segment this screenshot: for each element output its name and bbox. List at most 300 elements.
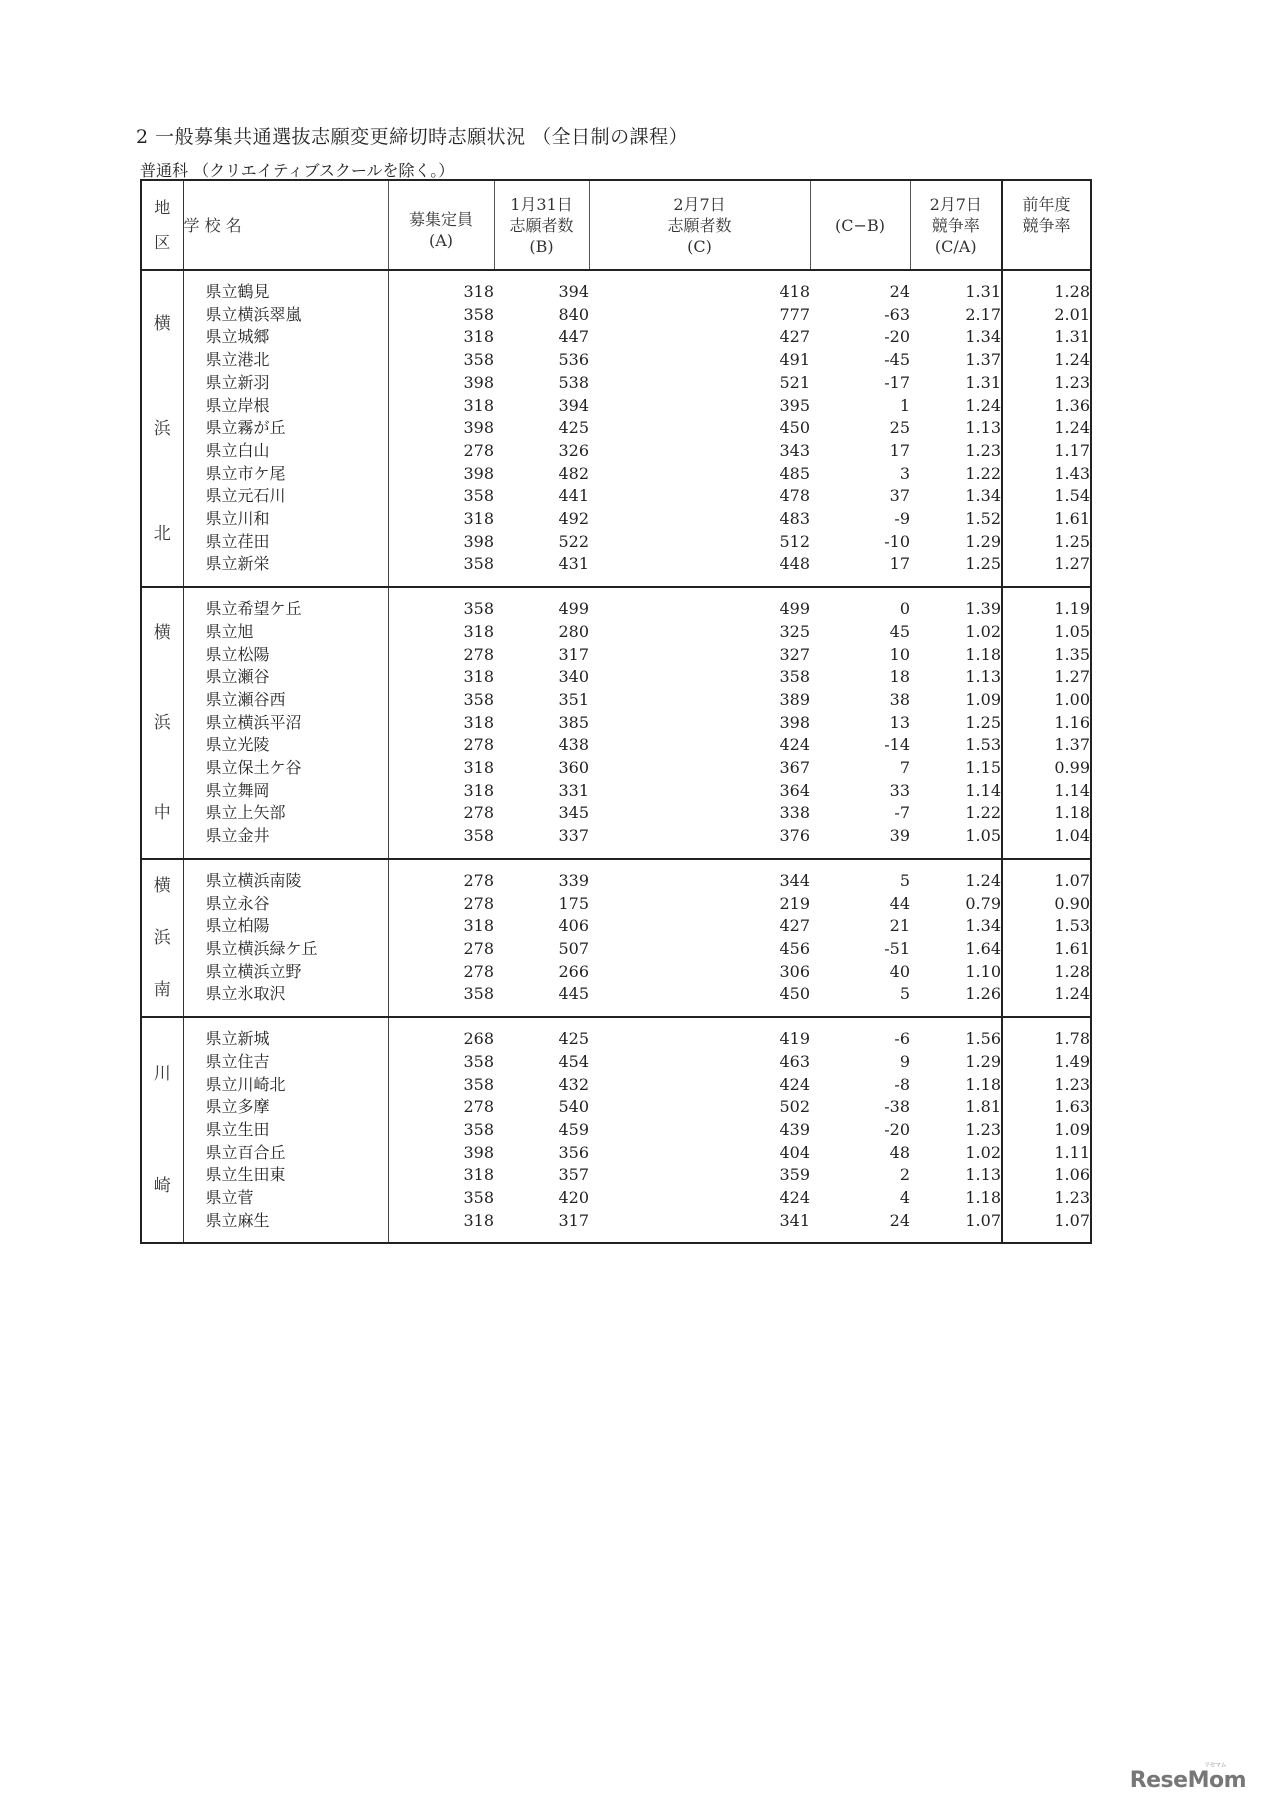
- feb7-rate-value: 1.09: [910, 689, 1002, 712]
- feb7-rate-value: 1.24: [910, 395, 1002, 418]
- table-row: [141, 531, 1091, 554]
- capacity-value: 278: [463, 893, 494, 913]
- feb7-applicants-value: 427: [779, 916, 810, 936]
- feb7-rate-value: 1.13: [910, 417, 1002, 440]
- feb7-applicants-value: 491: [779, 350, 810, 370]
- spacer-cell: [589, 587, 810, 598]
- school-name: 県立多摩: [183, 1096, 388, 1119]
- table-row: [141, 1187, 1091, 1210]
- feb7-rate-value: 1.18: [910, 1187, 1002, 1210]
- capacity-value: 318: [463, 1165, 494, 1185]
- jan31-applicants-value: 438: [558, 735, 589, 755]
- school-name: 県立横浜南陵: [183, 870, 388, 893]
- table-row: [141, 598, 1091, 621]
- prev-year-rate-value: 1.11: [1054, 1142, 1090, 1162]
- prev-year-rate-value: 1.35: [1054, 644, 1090, 664]
- area-group: [141, 1017, 1091, 1243]
- prev-year-rate-value: 1.28: [1054, 961, 1090, 981]
- feb7-applicants-value: 418: [779, 282, 810, 301]
- table-row: [141, 485, 1091, 508]
- prev-year-rate-value: 1.37: [1054, 735, 1090, 755]
- feb7-rate-value: 1.22: [910, 802, 1002, 825]
- area-char: 浜: [153, 927, 171, 948]
- feb7-applicants-value: 404: [779, 1142, 810, 1162]
- difference-value: 45: [889, 621, 910, 641]
- school-name: 県立市ケ尾: [183, 463, 388, 486]
- capacity-value: 318: [463, 712, 494, 732]
- table-row: [141, 734, 1091, 757]
- capacity-value: 398: [463, 372, 494, 392]
- feb7-applicants-value: 512: [779, 531, 810, 551]
- table-header: [141, 180, 1091, 270]
- header-feb7-line-2: 志願者数: [667, 215, 732, 235]
- difference-value: 17: [889, 554, 910, 574]
- table-row: [141, 915, 1091, 938]
- feb7-applicants-value: 398: [779, 712, 810, 732]
- spacer-cell: [183, 587, 388, 598]
- header-school-name: 学 校 名: [183, 215, 242, 235]
- difference-value: 17: [889, 440, 910, 460]
- school-name: 県立生田: [183, 1119, 388, 1142]
- prev-year-rate-value: 1.16: [1054, 712, 1090, 732]
- jan31-applicants-value: 317: [558, 1210, 589, 1230]
- feb7-applicants-value: 306: [779, 961, 810, 981]
- difference-value: 13: [889, 712, 910, 732]
- jan31-applicants-value: 406: [558, 916, 589, 936]
- feb7-applicants-value: 367: [779, 758, 810, 778]
- difference-value: -10: [884, 531, 910, 551]
- school-name: 県立松陽: [183, 644, 388, 667]
- spacer-cell: [183, 576, 388, 587]
- school-name: 県立百合丘: [183, 1142, 388, 1165]
- table-row: [141, 666, 1091, 689]
- jan31-applicants-value: 337: [558, 826, 589, 846]
- spacer-cell: [388, 1232, 494, 1243]
- feb7-rate-value: 1.10: [910, 961, 1002, 984]
- feb7-applicants-value: 499: [779, 599, 810, 619]
- feb7-applicants-value: 521: [779, 372, 810, 392]
- school-name: 県立荏田: [183, 531, 388, 554]
- table-row: [141, 780, 1091, 803]
- spacer-cell: [589, 859, 810, 870]
- jan31-applicants-value: 431: [558, 554, 589, 574]
- feb7-rate-value: 1.18: [910, 1074, 1002, 1097]
- difference-value: 33: [889, 780, 910, 800]
- prev-year-rate-value: 1.24: [1054, 984, 1090, 1004]
- capacity-value: 358: [463, 554, 494, 574]
- school-name: 県立生田東: [183, 1164, 388, 1187]
- table-row: [141, 1051, 1091, 1074]
- capacity-value: 278: [463, 870, 494, 890]
- table-row: [141, 757, 1091, 780]
- table-row: [141, 983, 1091, 1006]
- difference-value: 10: [889, 644, 910, 664]
- difference-value: 2: [899, 1165, 910, 1185]
- header-area: [141, 180, 183, 270]
- prev-year-rate-value: 1.09: [1054, 1119, 1090, 1139]
- difference-value: -20: [884, 327, 910, 347]
- prev-year-rate-value: 1.25: [1054, 531, 1090, 551]
- school-name: 県立希望ケ丘: [183, 598, 388, 621]
- feb7-applicants-value: 424: [779, 1188, 810, 1208]
- feb7-rate-value: 1.22: [910, 463, 1002, 486]
- school-name: 県立柏陽: [183, 915, 388, 938]
- prev-year-rate-value: 1.36: [1054, 395, 1090, 415]
- prev-year-rate-value: 1.14: [1054, 780, 1090, 800]
- area-char: 横: [153, 875, 171, 896]
- jan31-applicants-value: 385: [558, 712, 589, 732]
- table-row: [141, 938, 1091, 961]
- spacer-cell: [589, 1006, 810, 1017]
- prev-year-rate-value: 1.61: [1054, 509, 1090, 529]
- school-name: 県立住吉: [183, 1051, 388, 1074]
- difference-value: 25: [889, 418, 910, 438]
- capacity-value: 358: [463, 689, 494, 709]
- spacer-cell: [810, 1017, 910, 1028]
- header-difference: (C−B): [810, 180, 910, 270]
- school-name: 県立白山: [183, 440, 388, 463]
- difference-value: 9: [899, 1051, 910, 1071]
- spacer-cell: [1002, 1017, 1091, 1028]
- table-row: [141, 508, 1091, 531]
- school-name: 県立新羽: [183, 372, 388, 395]
- capacity-value: 358: [463, 599, 494, 619]
- spacer-cell: [494, 1232, 589, 1243]
- capacity-value: 278: [463, 961, 494, 981]
- prev-year-rate-value: 1.17: [1054, 440, 1090, 460]
- difference-value: 4: [899, 1188, 910, 1208]
- prev-year-rate-value: 1.07: [1054, 1210, 1090, 1230]
- spacer-cell: [388, 1006, 494, 1017]
- table-row: [141, 644, 1091, 667]
- jan31-applicants-value: 445: [558, 984, 589, 1004]
- capacity-value: 318: [463, 395, 494, 415]
- feb7-rate-value: 1.25: [910, 553, 1002, 576]
- difference-value: 44: [889, 893, 910, 913]
- spacer-cell: [494, 848, 589, 859]
- feb7-applicants-value: 424: [779, 1074, 810, 1094]
- difference-value: 39: [889, 826, 910, 846]
- spacer-cell: [810, 1006, 910, 1017]
- capacity-value: 318: [463, 327, 494, 347]
- difference-value: -38: [884, 1097, 910, 1117]
- difference-value: -9: [894, 509, 910, 529]
- table-row: [141, 440, 1091, 463]
- jan31-applicants-value: 536: [558, 350, 589, 370]
- spacer-cell: [810, 1232, 910, 1243]
- prev-year-rate-value: 1.23: [1054, 1188, 1090, 1208]
- spacer-cell: [1002, 1232, 1091, 1243]
- jan31-applicants-value: 331: [558, 780, 589, 800]
- school-name: 県立氷取沢: [183, 983, 388, 1006]
- jan31-applicants-value: 394: [558, 395, 589, 415]
- difference-value: 7: [899, 758, 910, 778]
- capacity-value: 398: [463, 463, 494, 483]
- school-name: 県立上矢部: [183, 802, 388, 825]
- spacer-cell: [589, 1232, 810, 1243]
- feb7-applicants-value: 358: [779, 667, 810, 687]
- feb7-rate-value: 1.34: [910, 485, 1002, 508]
- capacity-value: 318: [463, 780, 494, 800]
- feb7-rate-value: 1.18: [910, 644, 1002, 667]
- area-char: 南: [153, 980, 171, 1001]
- feb7-rate-value: 2.17: [910, 304, 1002, 327]
- jan31-applicants-value: 425: [558, 1029, 589, 1049]
- prev-year-rate-value: 1.18: [1054, 803, 1090, 823]
- spacer-cell: [910, 1017, 1002, 1028]
- spacer-cell: [494, 270, 589, 281]
- spacer-cell: [388, 270, 494, 281]
- header-prev-line-2: 競争率: [1022, 216, 1071, 235]
- school-name: 県立瀬谷: [183, 666, 388, 689]
- table-row: [141, 1210, 1091, 1233]
- jan31-applicants-value: 482: [558, 463, 589, 483]
- feb7-rate-value: 1.25: [910, 712, 1002, 735]
- school-name: 県立川崎北: [183, 1074, 388, 1097]
- feb7-applicants-value: 338: [779, 803, 810, 823]
- area-char: 北: [153, 523, 171, 544]
- header-feb7-rate: [910, 180, 1002, 270]
- table-row: [141, 621, 1091, 644]
- table-row: [141, 802, 1091, 825]
- jan31-applicants-value: 340: [558, 667, 589, 687]
- applicant-status-table: [140, 179, 1092, 1244]
- header-jan31-line-1: 1月31日: [510, 194, 573, 214]
- capacity-value: 358: [463, 350, 494, 370]
- feb7-applicants-value: 502: [779, 1097, 810, 1117]
- school-name: 県立港北: [183, 349, 388, 372]
- spacer-cell: [589, 576, 810, 587]
- capacity-value: 398: [463, 531, 494, 551]
- feb7-applicants-value: 325: [779, 621, 810, 641]
- prev-year-rate-value: 1.00: [1054, 689, 1090, 709]
- header-feb7-line-3: (C): [687, 236, 712, 256]
- feb7-rate-value: 1.53: [910, 734, 1002, 757]
- prev-year-rate-value: 1.05: [1054, 621, 1090, 641]
- spacer-cell: [494, 1006, 589, 1017]
- table-row: [141, 870, 1091, 893]
- feb7-rate-value: 1.81: [910, 1096, 1002, 1119]
- logo-text: ReseMom: [1129, 1768, 1246, 1793]
- table-row: [141, 463, 1091, 486]
- spacer-cell: [183, 859, 388, 870]
- difference-value: 24: [889, 1210, 910, 1230]
- table-row: [141, 1028, 1091, 1051]
- feb7-rate-value: 1.13: [910, 1164, 1002, 1187]
- school-name: 県立城郷: [183, 326, 388, 349]
- spacer-cell: [1002, 848, 1091, 859]
- feb7-applicants-value: 424: [779, 735, 810, 755]
- feb7-rate-value: 1.29: [910, 531, 1002, 554]
- spacer-cell: [388, 576, 494, 587]
- prev-year-rate-value: 1.23: [1054, 1074, 1090, 1094]
- feb7-rate-value: 1.31: [910, 372, 1002, 395]
- capacity-value: 398: [463, 418, 494, 438]
- difference-value: 37: [889, 486, 910, 506]
- jan31-applicants-value: 507: [558, 938, 589, 958]
- jan31-applicants-value: 360: [558, 758, 589, 778]
- area-group: [141, 270, 1091, 587]
- jan31-applicants-value: 357: [558, 1165, 589, 1185]
- school-name: 県立鶴見: [183, 281, 388, 304]
- feb7-rate-value: 1.15: [910, 757, 1002, 780]
- capacity-value: 358: [463, 304, 494, 324]
- feb7-rate-value: 1.31: [910, 281, 1002, 304]
- jan31-applicants-value: 432: [558, 1074, 589, 1094]
- prev-year-rate-value: 1.53: [1054, 916, 1090, 936]
- jan31-applicants-value: 345: [558, 803, 589, 823]
- difference-value: -8: [894, 1074, 910, 1094]
- difference-value: -63: [884, 304, 910, 324]
- prev-year-rate-value: 1.06: [1054, 1165, 1090, 1185]
- area-char: 横: [153, 313, 171, 334]
- jan31-applicants-value: 317: [558, 644, 589, 664]
- header-area-line-1: 地: [154, 198, 171, 217]
- school-name: 県立光陵: [183, 734, 388, 757]
- prev-year-rate-value: 1.43: [1054, 463, 1090, 483]
- difference-value: 38: [889, 689, 910, 709]
- table-row: [141, 893, 1091, 916]
- header-jan31-line-3: (B): [529, 236, 554, 256]
- spacer-cell: [910, 848, 1002, 859]
- table-row: [141, 1142, 1091, 1165]
- school-name: 県立金井: [183, 825, 388, 848]
- prev-year-rate-value: 1.07: [1054, 870, 1090, 890]
- jan31-applicants-value: 356: [558, 1142, 589, 1162]
- jan31-applicants-value: 351: [558, 689, 589, 709]
- jan31-applicants-value: 175: [558, 893, 589, 913]
- feb7-applicants-value: 364: [779, 780, 810, 800]
- capacity-value: 278: [463, 644, 494, 664]
- table-row: [141, 825, 1091, 848]
- school-name: 県立菅: [183, 1187, 388, 1210]
- jan31-applicants-value: 538: [558, 372, 589, 392]
- capacity-value: 318: [463, 758, 494, 778]
- spacer-cell: [589, 1017, 810, 1028]
- difference-value: 48: [889, 1142, 910, 1162]
- feb7-rate-value: 1.02: [910, 621, 1002, 644]
- school-name: 県立新栄: [183, 553, 388, 576]
- feb7-rate-value: 1.05: [910, 825, 1002, 848]
- jan31-applicants-value: 492: [558, 509, 589, 529]
- spacer-cell: [494, 576, 589, 587]
- area-char: 川: [153, 1064, 171, 1085]
- header-capacity-line-2: (A): [428, 231, 454, 250]
- feb7-rate-value: 1.23: [910, 1119, 1002, 1142]
- prev-year-rate-value: 1.63: [1054, 1097, 1090, 1117]
- feb7-rate-value: 1.37: [910, 349, 1002, 372]
- table-row: [141, 712, 1091, 735]
- capacity-value: 278: [463, 735, 494, 755]
- capacity-value: 278: [463, 1097, 494, 1117]
- table-row: [141, 281, 1091, 304]
- area-char: 崎: [153, 1176, 171, 1197]
- header-jan31-line-2: 志願者数: [509, 215, 574, 235]
- jan31-applicants-value: 420: [558, 1188, 589, 1208]
- spacer-cell: [910, 1006, 1002, 1017]
- capacity-value: 318: [463, 916, 494, 936]
- area-group: [141, 587, 1091, 859]
- feb7-rate-value: 1.56: [910, 1028, 1002, 1051]
- feb7-rate-value: 1.24: [910, 870, 1002, 893]
- spacer-cell: [810, 587, 910, 598]
- capacity-value: 278: [463, 803, 494, 823]
- school-name: 県立霧が丘: [183, 417, 388, 440]
- capacity-value: 268: [463, 1029, 494, 1049]
- spacer-cell: [910, 270, 1002, 281]
- difference-value: 21: [889, 916, 910, 936]
- feb7-applicants-value: 344: [779, 870, 810, 890]
- feb7-applicants-value: 341: [779, 1210, 810, 1230]
- school-name: 県立舞岡: [183, 780, 388, 803]
- jan31-applicants-value: 454: [558, 1051, 589, 1071]
- capacity-value: 318: [463, 621, 494, 641]
- school-name: 県立横浜緑ケ丘: [183, 938, 388, 961]
- feb7-rate-value: 1.07: [910, 1210, 1002, 1233]
- feb7-rate-value: 1.14: [910, 780, 1002, 803]
- feb7-rate-value: 1.23: [910, 440, 1002, 463]
- table-row: [141, 304, 1091, 327]
- jan31-applicants-value: 394: [558, 282, 589, 301]
- table-row: [141, 1096, 1091, 1119]
- spacer-cell: [183, 1017, 388, 1028]
- feb7-applicants-value: 439: [779, 1119, 810, 1139]
- spacer-cell: [388, 859, 494, 870]
- feb7-rate-value: 1.52: [910, 508, 1002, 531]
- document-title: 2 一般募集共通選抜志願変更締切時志願状況 （全日制の課程）: [136, 126, 689, 148]
- feb7-rate-value: 1.13: [910, 666, 1002, 689]
- prev-year-rate-value: 1.54: [1054, 486, 1090, 506]
- difference-value: -20: [884, 1119, 910, 1139]
- header-feb7-applicants: [589, 180, 810, 270]
- header-jan31-applicants: [494, 180, 589, 270]
- feb7-applicants-value: 427: [779, 327, 810, 347]
- resemom-logo: [1129, 1762, 1246, 1793]
- prev-year-rate-value: 1.04: [1054, 826, 1090, 846]
- table-row: [141, 553, 1091, 576]
- spacer-cell: [494, 859, 589, 870]
- spacer-cell: [1002, 270, 1091, 281]
- jan31-applicants-value: 522: [558, 531, 589, 551]
- prev-year-rate-value: 0.99: [1054, 758, 1090, 778]
- feb7-applicants-value: 359: [779, 1165, 810, 1185]
- spacer-cell: [589, 848, 810, 859]
- capacity-value: 318: [463, 282, 494, 301]
- area-label: [141, 1017, 183, 1243]
- prev-year-rate-value: 1.24: [1054, 418, 1090, 438]
- capacity-value: 318: [463, 667, 494, 687]
- feb7-applicants-value: 343: [779, 440, 810, 460]
- difference-value: 0: [899, 599, 910, 619]
- jan31-applicants-value: 459: [558, 1119, 589, 1139]
- feb7-applicants-value: 485: [779, 463, 810, 483]
- prev-year-rate-value: 1.27: [1054, 554, 1090, 574]
- area-char: 浜: [153, 418, 171, 439]
- feb7-applicants-value: 478: [779, 486, 810, 506]
- header-prev-line-1: 前年度: [1022, 195, 1071, 214]
- jan31-applicants-value: 840: [558, 304, 589, 324]
- feb7-applicants-value: 777: [779, 304, 810, 324]
- capacity-value: 398: [463, 1142, 494, 1162]
- area-label: [141, 587, 183, 859]
- header-rate-line-2: 競争率: [931, 215, 980, 235]
- capacity-value: 358: [463, 1188, 494, 1208]
- spacer-cell: [589, 270, 810, 281]
- difference-value: -51: [884, 938, 910, 958]
- jan31-applicants-value: 441: [558, 486, 589, 506]
- school-name: 県立横浜翠嵐: [183, 304, 388, 327]
- header-rate-line-1: 2月7日: [929, 194, 982, 214]
